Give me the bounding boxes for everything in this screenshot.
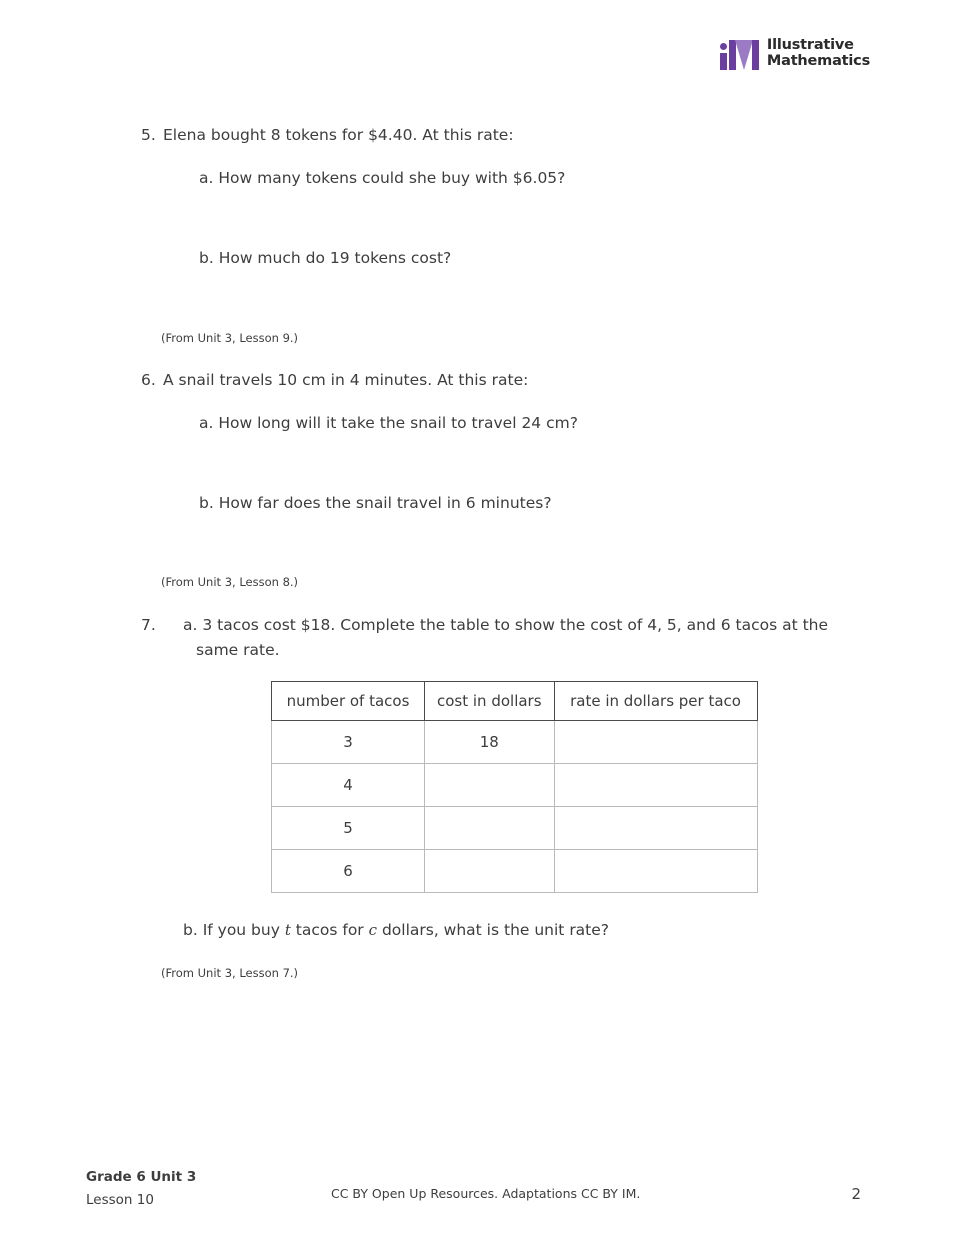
table-cell-rate-4[interactable]: [554, 850, 757, 893]
logo-i-stem-icon: [720, 53, 727, 70]
problem-6-stem: A snail travels 10 cm in 4 minutes. At this rate:: [163, 371, 529, 389]
table-header-number-of-tacos: number of tacos: [272, 682, 425, 721]
footer-license-text: CC BY Open Up Resources. Adaptations CC BY IM.: [331, 1186, 641, 1201]
table-header-cost-in-dollars: cost in dollars: [425, 682, 555, 721]
problem-6-attribution: (From Unit 3, Lesson 8.): [161, 575, 299, 589]
table-cell-tacos-3: 5: [272, 807, 425, 850]
footer-lesson-label: Lesson 10: [86, 1191, 154, 1208]
illustrative-mathematics-logo-icon: [720, 36, 759, 70]
logo-m-center-v-icon: [735, 40, 753, 70]
logo-letter-i-icon: [720, 36, 727, 70]
problem-5-number: 5.: [141, 126, 156, 144]
problem-7-part-a-line1: a. 3 tacos cost $18. Complete the table to show the cost of 4, 5, and 6 tacos at the: [183, 616, 829, 634]
logo-letter-m-icon: [729, 40, 759, 70]
tacos-cost-table: [271, 681, 758, 893]
table-cell-cost-1[interactable]: 18: [425, 721, 555, 764]
footer-page-number: 2: [851, 1185, 861, 1203]
table-header-rate-in-dollars-per-taco: rate in dollars per taco: [554, 682, 757, 721]
table-row: [272, 807, 758, 850]
table-cell-rate-1[interactable]: [554, 721, 757, 764]
table-row: [272, 850, 758, 893]
problem-5-attribution: (From Unit 3, Lesson 9.): [161, 331, 299, 345]
problem-6-part-a: a. How long will it take the snail to travel 24 cm?: [199, 414, 578, 432]
problem-7-variable-t: t: [284, 921, 291, 939]
problem-7-number: 7.: [141, 616, 156, 634]
problem-5-part-b: b. How much do 19 tokens cost?: [199, 249, 452, 267]
logo-wordmark-line2: Mathematics: [766, 53, 870, 69]
logo-wordmark-line1: Illustrative: [766, 36, 854, 53]
table-cell-rate-3[interactable]: [554, 807, 757, 850]
problem-5-part-a: a. How many tokens could she buy with $6.05?: [199, 169, 566, 187]
problem-7-part-b-suffix: dollars, what is the unit rate?: [377, 921, 610, 939]
table-cell-cost-3[interactable]: [425, 807, 555, 850]
problem-7-part-b-prefix: b. If you buy: [183, 921, 285, 939]
problem-7-part-a-line2: same rate.: [196, 641, 280, 659]
table-row: [272, 764, 758, 807]
problem-6-part-b: b. How far does the snail travel in 6 minutes?: [199, 494, 552, 512]
table-cell-tacos-4: 6: [272, 850, 425, 893]
problem-6-number: 6.: [141, 371, 156, 389]
footer-unit-label: Grade 6 Unit 3: [86, 1169, 197, 1186]
table-cell-tacos-1: 3: [272, 721, 425, 764]
table-row: [272, 721, 758, 764]
table-cell-cost-2[interactable]: [425, 764, 555, 807]
logo-i-dot-icon: [720, 43, 727, 50]
problem-7-part-b: [183, 921, 609, 939]
table-cell-tacos-2: 4: [272, 764, 425, 807]
footer-course-info: [86, 1166, 196, 1211]
problem-5-stem: Elena bought 8 tokens for $4.40. At this rate:: [163, 126, 514, 144]
problem-7-part-b-mid: tacos for: [290, 921, 369, 939]
problem-7-variable-c: c: [368, 921, 378, 939]
table-header-row: [272, 682, 758, 721]
brand-logo: [720, 36, 870, 70]
logo-wordmark: [767, 37, 870, 69]
table-cell-rate-2[interactable]: [554, 764, 757, 807]
problem-7-attribution: (From Unit 3, Lesson 7.): [161, 966, 299, 980]
table-cell-cost-4[interactable]: [425, 850, 555, 893]
logo-m-right-bar-icon: [752, 40, 759, 70]
